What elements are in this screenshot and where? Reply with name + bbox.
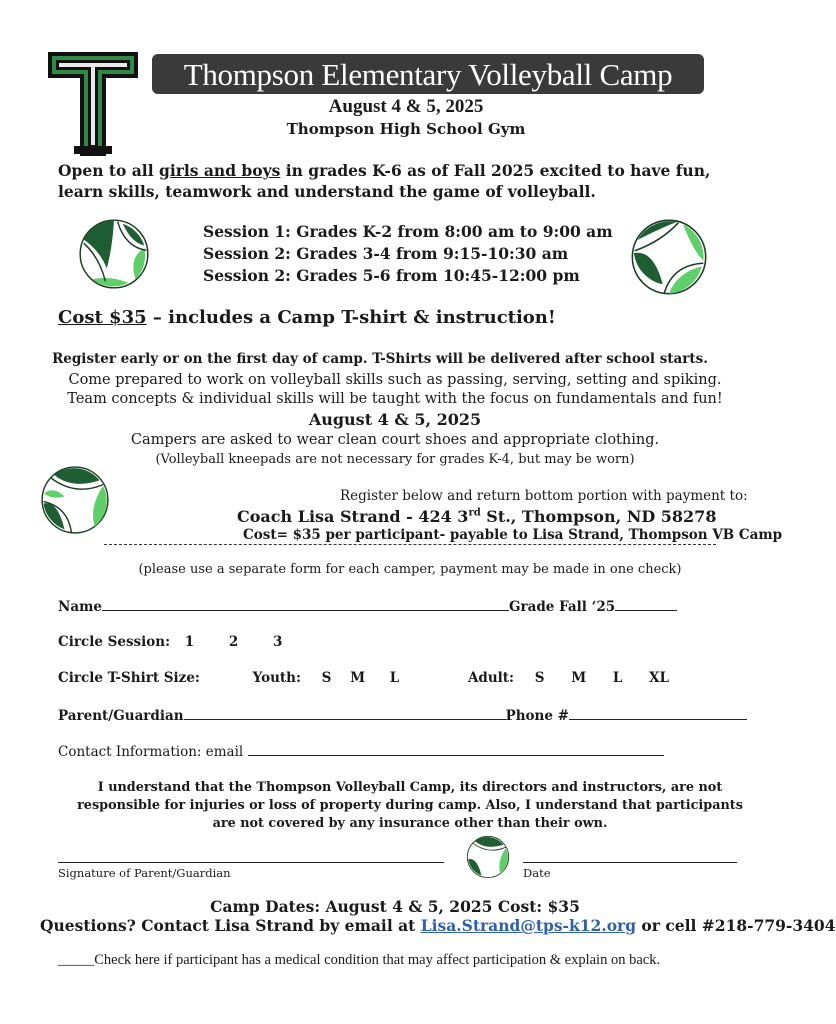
tshirt-row — [58, 670, 669, 686]
grade-field[interactable] — [615, 598, 677, 611]
intro-text: Open to all girls and boys in grades K-6 as of Fall 2025 excited to have fun, learn skills, teamwork and understand the game of volleyball. — [58, 161, 711, 201]
page-title: Thompson Elementary Volleyball Camp — [183, 57, 673, 92]
info-line: Team concepts & individual skills will be taught with the focus on fundamentals and fun! — [67, 391, 723, 407]
name-label: Name — [58, 599, 102, 615]
kneepads-note: (Volleyball kneepads are not necessary for grades K-4, but may be worn) — [155, 452, 635, 467]
grade-label: Grade Fall ‘25 — [508, 599, 616, 615]
session-option-3[interactable]: 3 — [273, 634, 283, 650]
cut-line-divider — [104, 544, 716, 545]
venue: Thompson High School Gym — [286, 120, 526, 138]
volleyball-icon — [466, 835, 510, 879]
email-label: Contact Information: email — [58, 744, 248, 760]
tshirt-label: Circle T-Shirt Size: — [58, 670, 200, 686]
register-early-text: Register early or on the first day of camp. T-Shirts will be delivered after school starts. — [52, 351, 708, 367]
session-2: Session 2: Grades 3-4 from 9:15-10:30 am — [203, 244, 569, 263]
camp-dates: August 4 & 5, 2025 — [328, 96, 484, 117]
separate-form-note: (please use a separate form for each camper, payment may be made in one check) — [138, 562, 682, 577]
session-1: Session 1: Grades K-2 from 8:00 am to 9:00 am — [203, 222, 613, 241]
medical-check-line: _____Check here if participant has a medical condition that may affect participation & explain on back. — [58, 952, 661, 968]
signature-label: Signature of Parent/Guardian — [58, 866, 231, 880]
parent-row — [58, 707, 747, 724]
adult-size-m[interactable]: M — [571, 670, 587, 686]
phone-field[interactable] — [569, 707, 747, 720]
email-row — [58, 743, 664, 760]
coach-address: Coach Lisa Strand - 424 3rd St., Thompson, ND 58278 — [237, 507, 717, 526]
volleyball-icon — [40, 465, 110, 535]
email-field[interactable] — [248, 743, 664, 756]
cost-label: Cost $35 — [58, 307, 147, 328]
adult-size-l[interactable]: L — [612, 670, 623, 686]
volleyball-icon — [630, 218, 708, 296]
session-option-1[interactable]: 1 — [184, 634, 195, 650]
underlined-text: girls and boys — [158, 161, 281, 180]
date-field[interactable] — [523, 862, 737, 863]
medical-checkbox[interactable]: _____ — [58, 952, 95, 968]
phone-label: Phone # — [505, 708, 569, 724]
youth-size-m[interactable]: M — [350, 670, 366, 686]
school-logo-t-icon — [46, 50, 140, 158]
session-3: Session 2: Grades 5-6 from 10:45-12:00 pm — [203, 266, 580, 285]
return-instructions: Register below and return bottom portion with payment to: — [340, 488, 748, 504]
cost-line: Cost $35 – includes a Camp T-shirt & instruction! — [58, 307, 556, 328]
youth-size-l[interactable]: L — [389, 670, 400, 686]
camp-dates-mid: August 4 & 5, 2025 — [308, 410, 482, 429]
signature-field[interactable] — [58, 862, 444, 863]
info-line: Campers are asked to wear clean court shoes and appropriate clothing. — [130, 432, 660, 448]
adult-size-xl[interactable]: XL — [649, 670, 670, 686]
info-line: Come prepared to work on volleyball skills such as passing, serving, setting and spiking. — [68, 372, 722, 388]
parent-label: Parent/Guardian — [58, 708, 184, 724]
email-link[interactable]: Lisa.Strand@tps-k12.org — [420, 916, 637, 935]
session-option-2[interactable]: 2 — [228, 634, 239, 650]
youth-label: Youth: — [252, 670, 301, 686]
adult-label: Adult: — [467, 670, 515, 686]
name-field[interactable] — [102, 598, 509, 611]
contact-line: Questions? Contact Lisa Strand by email at Lisa.Strand@tps-k12.org or cell #218-779-3404 — [40, 916, 836, 935]
name-row — [58, 598, 677, 615]
session-row — [58, 634, 282, 650]
camp-dates-footer: Camp Dates: August 4 & 5, 2025 Cost: $35 — [210, 897, 580, 916]
session-label: Circle Session: — [58, 634, 171, 650]
parent-field[interactable] — [184, 707, 506, 720]
youth-size-s[interactable]: S — [321, 670, 332, 686]
adult-size-s[interactable]: S — [534, 670, 545, 686]
liability-disclaimer: I understand that the Thompson Volleyball Camp, its directors and instructors, are not responsible for injuries or loss of property during camp. Also, I understand that participants are not covered by any insurance other than their own. — [77, 780, 743, 831]
volleyball-icon — [78, 218, 150, 290]
cost-payable-line: Cost= $35 per participant- payable to Lisa Strand, Thompson VB Camp — [243, 527, 783, 543]
date-label: Date — [523, 866, 551, 880]
